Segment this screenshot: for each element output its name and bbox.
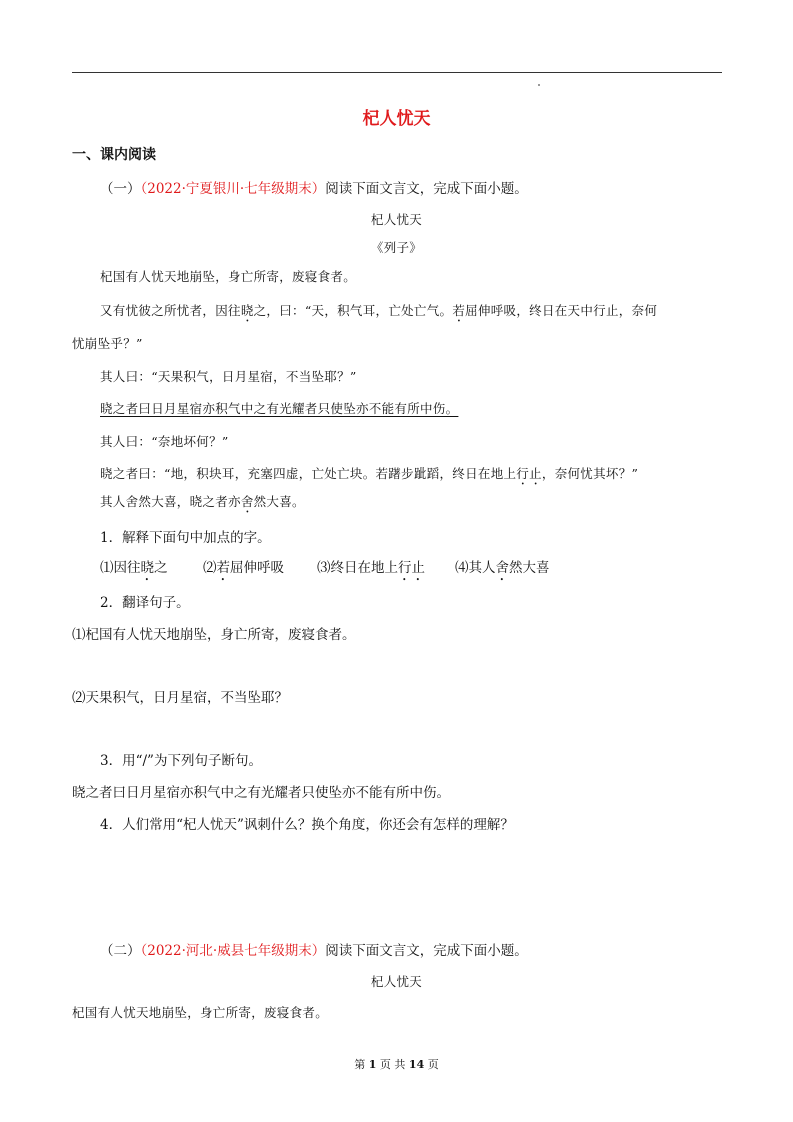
part1-para5: 其人曰：“奈地坏何？” <box>100 434 229 449</box>
emphasis-char: 晓 <box>140 560 154 576</box>
q1-item-2-pre: ⑵ <box>203 560 217 576</box>
part1-para6-text2: ，奈何忧其坏？” <box>541 466 639 481</box>
footer-pre: 第 <box>354 1058 366 1071</box>
part1-para2a-text1: 又有忧彼之所忧者，因往 <box>100 303 241 318</box>
question-4: 4．人们常用“杞人忧天”讽刺什么？换个角度，你还会有怎样的理解？ <box>100 817 514 833</box>
part2-source: （2022·河北·威县七年级期末） <box>140 943 326 959</box>
question-3: 3．用“/”为下列句子断句。 <box>100 753 262 769</box>
q1-item-3-pre: ⑶终日在地上 <box>317 560 398 576</box>
emphasis-char: 若 <box>216 560 230 576</box>
part1-para2a-text3: 屈伸呼吸，终日在天中行止，奈何 <box>465 303 658 318</box>
header-rule <box>72 72 722 73</box>
q1-item-1 <box>100 556 168 584</box>
emphasis-char: 行止 <box>398 560 425 576</box>
part1-para2b: 忧崩坠乎？” <box>72 336 143 351</box>
question-1: 1．解释下面句中加点的字。 <box>100 530 271 546</box>
q1-item-2-post: 屈伸呼吸 <box>230 560 284 576</box>
emphasis-char: 行止 <box>516 466 542 481</box>
footer-post: 页 <box>427 1058 439 1071</box>
part1-para2a <box>100 301 657 325</box>
part1-source: （2022·宁夏银川·七年级期末） <box>140 181 326 197</box>
q1-item-4-pre: ⑷其人 <box>455 560 496 576</box>
part1-para4-underlined: 晓之者曰日月星宿亦积气中之有光耀者只使坠亦不能有所中伤。 <box>100 401 459 416</box>
part1-para6 <box>100 464 638 488</box>
question-2: 2．翻译句子。 <box>100 595 190 611</box>
footer-total-pages: 14 <box>408 1058 425 1071</box>
q1-item-3 <box>317 556 425 584</box>
part1-text-title: 杞人忧天 <box>370 212 423 227</box>
part1-para2a-text2: 之，曰：“天，积气耳，亡处亡气。 <box>253 303 453 318</box>
page-footer <box>0 1056 793 1072</box>
part1-para6-text1: 晓之者曰：“地，积块耳，充塞四虚，亡处亡块。若躇步跐蹈，终日在地上 <box>100 466 517 481</box>
part1-para7 <box>100 492 305 516</box>
part2-text-title: 杞人忧天 <box>370 974 423 989</box>
part1-intro <box>100 177 528 197</box>
q2-item-2: ⑵天果积气，日月星宿，不当坠耶？ <box>72 690 288 706</box>
q2-item-1: ⑴杞国有人忧天地崩坠，身亡所寄，废寝食者。 <box>72 627 356 643</box>
q1-item-1-pre: ⑴因往 <box>100 560 141 576</box>
footer-mid: 页 共 <box>379 1058 406 1071</box>
section-heading: 一、课内阅读 <box>72 147 156 163</box>
q1-item-4-post: 然大喜 <box>509 560 550 576</box>
emphasis-char: 晓 <box>240 303 254 318</box>
part1-label: （一） <box>100 181 141 197</box>
q3-text: 晓之者曰日月星宿亦积气中之有光耀者只使坠亦不能有所中伤。 <box>72 785 450 801</box>
q1-item-1-post: 之 <box>154 560 168 576</box>
page-title: 杞人忧天 <box>362 109 431 129</box>
part1-para1: 杞国有人忧天地崩坠，身亡所寄，废寝食者。 <box>100 269 357 284</box>
part2-para1: 杞国有人忧天地崩坠，身亡所寄，废寝食者。 <box>72 1005 329 1020</box>
part1-text-author: 《列子》 <box>370 240 423 255</box>
header-mark <box>538 84 540 86</box>
part2-label: （二） <box>100 943 141 959</box>
emphasis-char: 舍 <box>495 560 509 576</box>
part1-para7-text1: 其人舍然大喜，晓之者亦 <box>100 494 241 509</box>
q1-item-2 <box>203 556 284 584</box>
part2-instruction: 阅读下面文言文，完成下面小题。 <box>325 943 528 959</box>
part1-para3: 其人曰：“天果积气，日月星宿，不当坠耶？” <box>100 369 357 384</box>
emphasis-char: 若 <box>452 303 466 318</box>
q1-item-4 <box>455 556 550 584</box>
emphasis-char: 舍 <box>240 494 254 509</box>
part2-intro <box>100 939 528 959</box>
part1-instruction: 阅读下面文言文，完成下面小题。 <box>325 181 528 197</box>
part1-para7-text2: 然大喜。 <box>253 494 305 509</box>
footer-page-number: 1 <box>368 1058 377 1071</box>
